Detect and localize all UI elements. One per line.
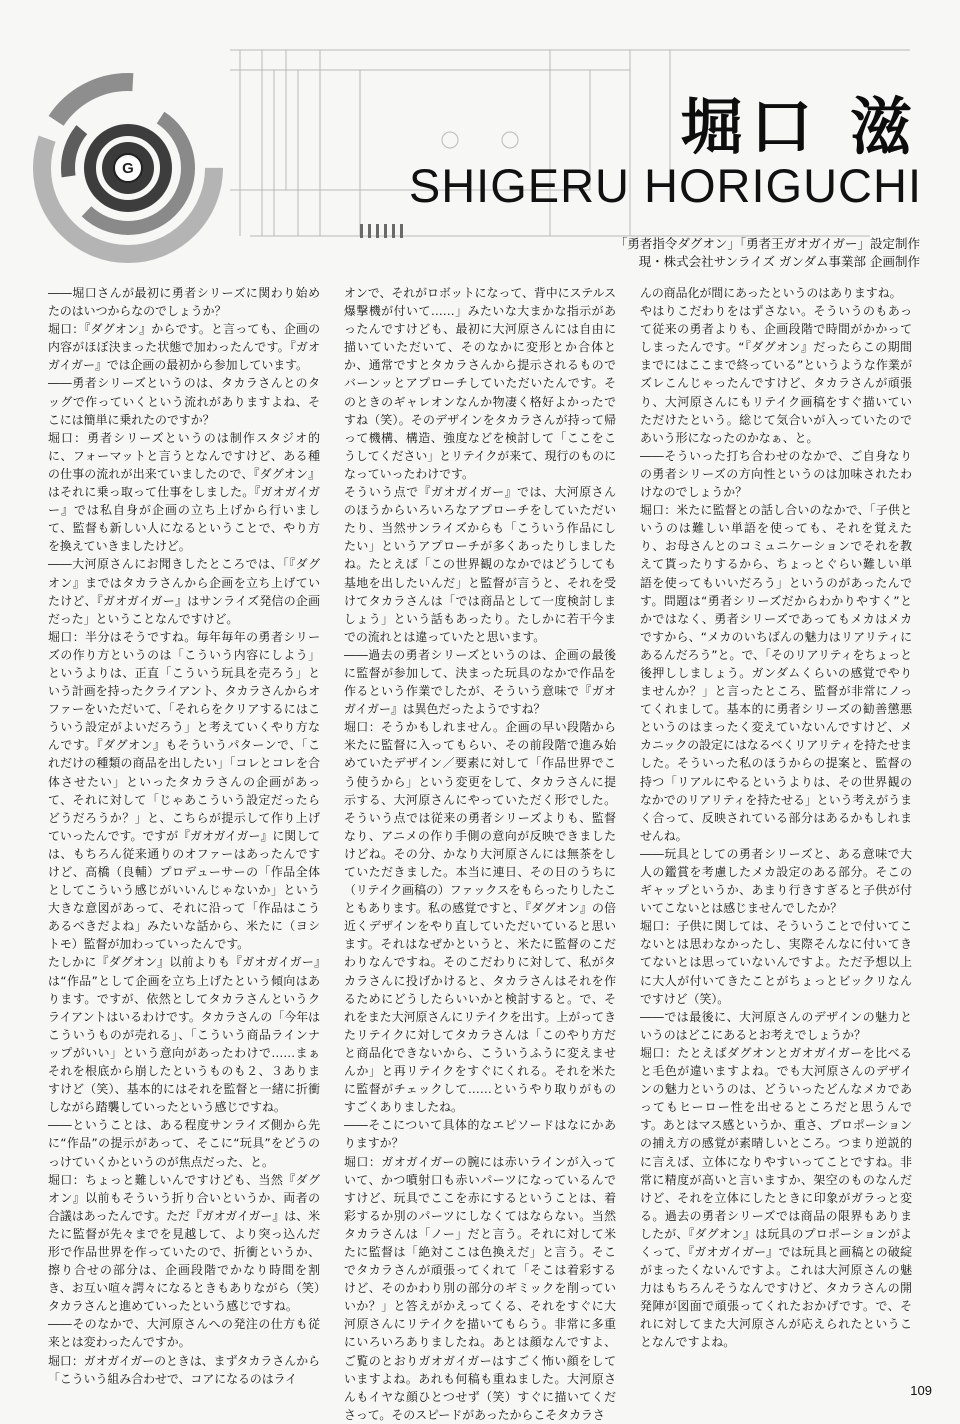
paragraph: ――そういった打ち合わせのなかで、ご自身なりの勇者シリーズの方向性というのは加味されたわけなのでしょうか？: [640, 448, 912, 500]
page-number: 109: [910, 1383, 932, 1398]
text-column-3: [640, 284, 912, 1369]
paragraph: やはりこだわりをはずさない。そういうのもあって従来の勇者よりも、企画段階で時間がかかってしまったんです。“『ダグオン』だったらこの期間までにはここまで終っている”というような作業がズレこんじゃったんですけど、タカラさんが頑張り、大河原さんにもリテイク画稿をすぐ描いていただけたという。総じて気合いが入っていたのであいう形になったのかなぁ、と。: [640, 304, 912, 445]
paragraph: 堀口：ちょっと難しいんですけども、当然『ダグオン』以前もそういう折り合いというか、両者の合議はあったんです。ただ『ガオガイガー』は、米たに監督が先々までを見越して、より突っ込んだ形で作品世界を作っていたので、折衝というか、擦り合せの部分は、企画段階でかなり時間を割き、お互い喧々諤々になるときもありながら（笑）タカラさんと進めていったという感じですね。: [48, 1172, 320, 1314]
paragraph: 堀口：たとえばダグオンとガオガイガーを比べると毛色が違いますよね。でも大河原さんのデザインの魅力というのは、どういったどんなメカであってもヒーロー性を出せるところだと思うんです。あとはマス感というか、重さ、プロポーションの捕え方の感覚が素晴しいところ。つまり逆説的に言えば、立体になりやすいってことですね。非常に精度が高いと言いますか、架空のものなんだけど、それを立体にしたときに印象がガラっと変る。過去の勇者シリーズでは商品の限界もありましたが、『ダグオン』は玩具のプロポーションがよくって、『ガオガイガー』では玩具と画稿との破綻がまったくないんですよ。これは大河原さんの魅力はもちろんそうなんですけど、タカラさんの開発陣が図面で頑張ってくれたおかげです。で、それに対してまた大河原さんが応えられたということなんですよね。: [640, 1045, 912, 1350]
paragraph: ――では最後に、大河原さんのデザインの魅力というのはどこにあるとお考えでしょうか？: [640, 1009, 912, 1042]
paragraph: ――過去の勇者シリーズというのは、企画の最後に監督が参加して、決まった玩具のなかで作品を作るという作業でしたが、そういう意味で『ガオガイガー』は異色だったようですね？: [344, 647, 616, 717]
page-title-english: SHIGERU HORIGUCHI: [408, 159, 922, 212]
paragraph: ――玩具としての勇者シリーズと、ある意味で大人の鑑賞を考慮したメカ設定のある部分。そこのギャップというか、あまり行きすぎると子供が付いてこないとは感じませんでしたか？: [640, 846, 912, 916]
paragraph: ――ということは、ある程度サンライズ側から先に“作品”の提示があって、そこに“玩具”をどうのっけていくかというのが焦点だった、と。: [48, 1118, 320, 1169]
paragraph: 堀口：ガオガイガーの腕には赤いラインが入っていて、かつ噴射口も赤いパーツになっているんですけど、玩具でここを赤にするということは、着彩するか別のパーツにしなくてはならない。当然タカラさんは「ノー」だと言う。それに対して米たに監督は「絶対ここは色換えだ」と言う。そこでタカラさんが頑張ってくれて「そこは着彩するけど、そのかわり別の部分のギミックを削っていいか？」と答えがかえってくる、それをすぐに大河原さんにリテイクを描いてもらう。非常に多重にいろいろありましたね。あとは顔なんですよ、ご覧のとおりガオガイガーはすごく怖い顔をしていますよね。あれも何稿も重ねました。大河原さんもイヤな顔ひとつせず（笑）すぐに描いてくださって。そのスピードがあったからこそタカラさ: [344, 1154, 616, 1422]
paragraph: ――勇者シリーズというのは、タカラさんとのタッグで作っていくという流れがありますよね、そこには簡単に乗れたのですか？: [48, 376, 320, 427]
paragraph: そういう点で『ガオガイガー』では、大河原さんのほうからいろいろなアプローチをしていただいたり、当然サンライズからも「こういう作品にしたい」というアプローチが多くあったりしましたね。たとえば「この世界観のなかではどうしても基地を出したいんだ」と監督が言うと、それを受けてタカラさんは「では商品として一度検討しましょう」という話もあったり。たしかに若干今までの流れとは違っていたと思います。: [344, 485, 616, 644]
text-column-1: [48, 284, 320, 1386]
text-column-2: [344, 284, 616, 1422]
paragraph: 堀口：半分はそうですね。毎年毎年の勇者シリーズの作り方というのは「こういう内容にしよう」というよりは、正直「こういう玩具を売ろう」という計画を持ったクライアント、タカラさんからオファーをいただいて、「それらをクリアするにはこういう設定がよいだろう」と考えていくやり方なんです。『ダグオン』もそういうパターンで、「これだけの種類の商品を出したい」「コレとコレを合体させたい」といったタカラさんの企画があって、それに対して「じゃあこういう設定だったらどうだろうか？」と、こちらが提示して作り上げていったんです。ですが『ガオガイガー』に関しては、もちろん従来通りのオファーはあったんですけど、高橋（良輔）プロデューサーの「作品全体としてこういう感じがいいんじゃないか」という大きな意図があって、それに沿って「作品はこうあるべきだよね」みたいな話から、米たに（ヨシトモ）監督が加わっていったんです。: [48, 629, 320, 952]
paragraph: 堀口：子供に関しては、そういうことで付いてこないとは思わなかったし、実際そんなに付いてきてないとは思っていないんですよ。ただ予想以上に大人が付いてきたことがちょっとビックリなんですけど（笑）。: [640, 919, 912, 1006]
emblem: [42, 82, 214, 254]
paragraph: ――堀口さんが最初に勇者シリーズに関わり始めたのはいつからなのでしょうか？: [48, 286, 320, 319]
paragraph: ――そのなかで、大河原さんへの発注の仕方も従来とは変わったんですか。: [48, 1317, 320, 1350]
paragraph: ――そこについて具体的なエピソードはなにかありますか？: [344, 1118, 616, 1151]
credit-line: 現・株式会社サンライズ ガンダム事業部 企画制作: [638, 254, 920, 269]
paragraph: 堀口：勇者シリーズというのは制作スタジオ的に、フォーマットと言うとなんですけど、ある種の仕事の流れが出来ていましたので、『ダグオン』はそれに乗っ取って仕事をしました。『ガオガイガー』では私自身が企画の立ち上げから行いまして、監督も新しい人になるということで、やり方を換えていきましたけど。: [48, 430, 320, 554]
paragraph: ――大河原さんにお聞きしたところでは、「『ダグオン』まではタカラさんから企画を立ち上げていたけど、『ガオガイガー』はサンライズ発信の企画だった」ということなんですけど。: [48, 557, 320, 626]
paragraph: 堀口：米たに監督との話し合いのなかで、「子供というのは難しい単語を使っても、それを覚えたり、お母さんとのコミュニケーションでそれを教えて貰ったりするから、ちょっとぐらい難しい単語を使ってもいいだろう」というのがあったんです。問題は“勇者シリーズだからわかりやすく”とかではなく、勇者シリーズであってもメカはメカですから、“メカのいちばんの魅力はリアリティにあるんだろう”と。で、「そのリアリティをちょっと後押ししましょう。ガンダムくらいの感覚でやりませんか？」と言ったところ、監督が非常にノってくれまして。基本的に勇者シリーズの勧善懲悪というのはまったく変えていないんですけど、メカニックの設定にはなるべくリアリティを持たせました。そういった私のほうからの提案と、監督の持つ「リアルにやるというよりは、その世界観のなかでのリアリティを持たせる」という考えがうまく合って、反映されている部分はあるかもしれませんね。: [640, 503, 912, 843]
emblem-letter: G: [122, 160, 134, 177]
credit-line: 「勇者指令ダグオン」「勇者王ガオガイガー」設定制作: [614, 236, 920, 251]
paragraph: 堀口：ガオガイガーのときは、まずタカラさんから「こういう組み合わせで、コアになるのはライ: [48, 1353, 320, 1386]
credits: [615, 235, 920, 271]
page-title-japanese: 堀口 滋: [680, 90, 920, 163]
paragraph: んの商品化が間にあったというのはありますね。: [640, 286, 902, 300]
article-body: [48, 284, 912, 1422]
paragraph: たしかに『ダグオン』以前よりも『ガオガイガー』は“作品”として企画を立ち上げたという傾向はあります。ですが、依然としてタカラさんというクライアントはいるわけです。タカラさんの「今年はこういうものが売れる」、「こういう商品ラインナップがいい」という意向があったわけで……まぁそれを根底から崩したというものも２、３ありますけど（笑）、基本的にはそれを監督と一緒に折衝しながら踏襲していったという感じですね。: [48, 955, 320, 1115]
paragraph: 堀口：そうかもしれません。企画の早い段階から米たに監督に入ってもらい、その前段階で進み始めていたデザイン／要素に対して「作品世界でこう使うから」という変更をして、タカラさんに提示する、大河原さんにやっていただく形でした。そういう点では従来の勇者シリーズよりも、監督なり、アニメの作り手側の意向が反映できましたけどね。その分、かなり大河原さんには無茶をしていただきました。本当に連日、その日のうちに（リテイク画稿の）ファックスをもらったりしたこともあります。私の感覚ですと、『ダグオン』の倍近くデザインをやり直していただいていると思います。それはなぜかというと、米たに監督のこだわりなんですね。そのこだわりに対して、私がタカラさんに投げかけると、タカラさんはそれを作るためにどうしたらいいかと検討すると。で、それをまた大河原さんにリテイクを出す。上がってきたリテイクに対してタカラさんは「このやり方だと商品化できないから、こういうふうに変えませんか」と再リテイクをすぐにくれる。それを米たに監督がチェックして……というやり取りがものすごくありましたね。: [344, 720, 616, 1115]
paragraph: 堀口：『ダグオン』からです。と言っても、企画の内容がほぼ決まった状態で加わったんです。『ガオガイガー』では企画の最初から参加しています。: [48, 322, 320, 373]
paragraph: オンで、それがロボットになって、背中にステルス爆撃機が付いて……」みたいな大まかな指示があったんですけども、最初に大河原さんには自由に描いていただいて、そのなかに変形とか合体とか、通常ですとタカラさんから提示されるものでバーンッとアプローチしていただいたんです。そのときのギャレオンなんか物凄く格好よかったですね（笑）。そのデザインをタカラさんが持って帰って機構、構造、強度などを検討して「ここをこうしてください」とリテイクが来て、現行のものになっていったわけです。: [344, 286, 616, 481]
